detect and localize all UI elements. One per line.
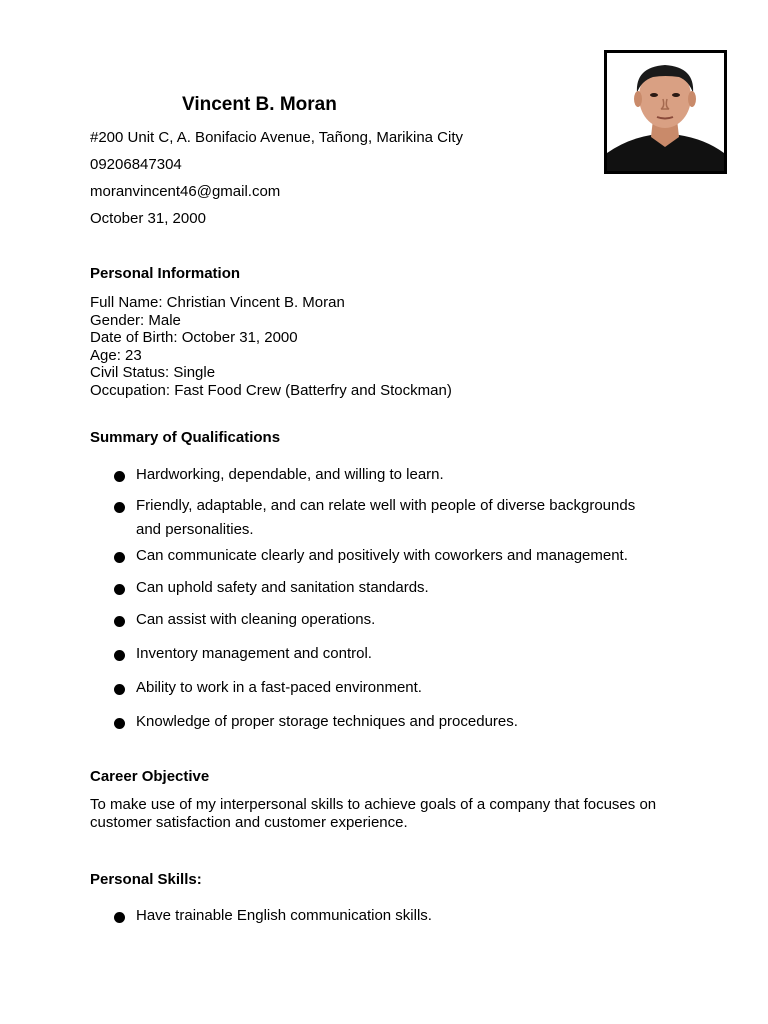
list-item-text: Have trainable English communication skills. bbox=[136, 907, 432, 924]
list-item bbox=[114, 544, 654, 568]
career-objective-heading: Career Objective bbox=[90, 768, 210, 785]
profile-photo-image bbox=[607, 53, 724, 171]
career-objective-text: To make use of my interpersonal skills to achieve goals of a company that focuses on customer satisfaction and customer experience. bbox=[90, 796, 657, 831]
list-item bbox=[114, 642, 654, 666]
list-item-text: Hardworking, dependable, and willing to learn. bbox=[136, 466, 444, 483]
list-item-text: Inventory management and control. bbox=[136, 645, 372, 662]
bullet-icon bbox=[114, 684, 125, 695]
bullet-icon bbox=[114, 502, 125, 513]
list-item bbox=[114, 463, 654, 487]
personal-information-heading: Personal Information bbox=[90, 265, 241, 282]
profile-photo bbox=[604, 50, 727, 174]
list-item-text: Friendly, adaptable, and can relate well with people of diverse backgrounds and personalities. bbox=[136, 497, 636, 538]
date-text: October 31, 2000 bbox=[90, 210, 206, 227]
list-item-text: Can uphold safety and sanitation standards. bbox=[136, 579, 429, 596]
phone-text: 09206847304 bbox=[90, 156, 182, 173]
list-item bbox=[114, 710, 654, 734]
list-item bbox=[114, 576, 654, 600]
list-item bbox=[114, 904, 654, 928]
list-item bbox=[114, 494, 654, 542]
bullet-icon bbox=[114, 718, 125, 729]
list-item bbox=[114, 676, 654, 700]
personal-skills-heading: Personal Skills: bbox=[90, 871, 202, 888]
list-item-text: Can communicate clearly and positively with coworkers and management. bbox=[136, 547, 628, 564]
list-item-text: Can assist with cleaning operations. bbox=[136, 611, 376, 628]
bullet-icon bbox=[114, 650, 125, 661]
bullet-icon bbox=[114, 616, 125, 627]
info-line-full-name: Full Name: Christian Vincent B. Moran bbox=[90, 294, 345, 311]
resume-name: Vincent B. Moran bbox=[182, 94, 337, 115]
address-text: #200 Unit C, A. Bonifacio Avenue, Tañong, Marikina City bbox=[90, 129, 464, 146]
info-line-civil-status: Civil Status: Single bbox=[90, 364, 216, 382]
info-line-age: Age: 23 bbox=[90, 346, 142, 364]
bullet-icon bbox=[114, 471, 125, 482]
personal-information-list bbox=[90, 294, 452, 400]
info-line-gender: Gender: Male bbox=[90, 311, 181, 329]
info-line-occupation: Occupation: Fast Food Crew (Batterfry and Stockman) bbox=[90, 381, 452, 399]
list-item bbox=[114, 608, 654, 632]
list-item-text: Ability to work in a fast-paced environment. bbox=[136, 679, 422, 696]
email-text: moranvincent46@gmail.com bbox=[90, 183, 281, 200]
list-item-text: Knowledge of proper storage techniques and procedures. bbox=[136, 713, 518, 730]
qualifications-heading: Summary of Qualifications bbox=[90, 429, 281, 446]
bullet-icon bbox=[114, 552, 125, 563]
bullet-icon bbox=[114, 584, 125, 595]
info-line-date-of-birth: Date of Birth: October 31, 2000 bbox=[90, 329, 298, 347]
bullet-icon bbox=[114, 912, 125, 923]
